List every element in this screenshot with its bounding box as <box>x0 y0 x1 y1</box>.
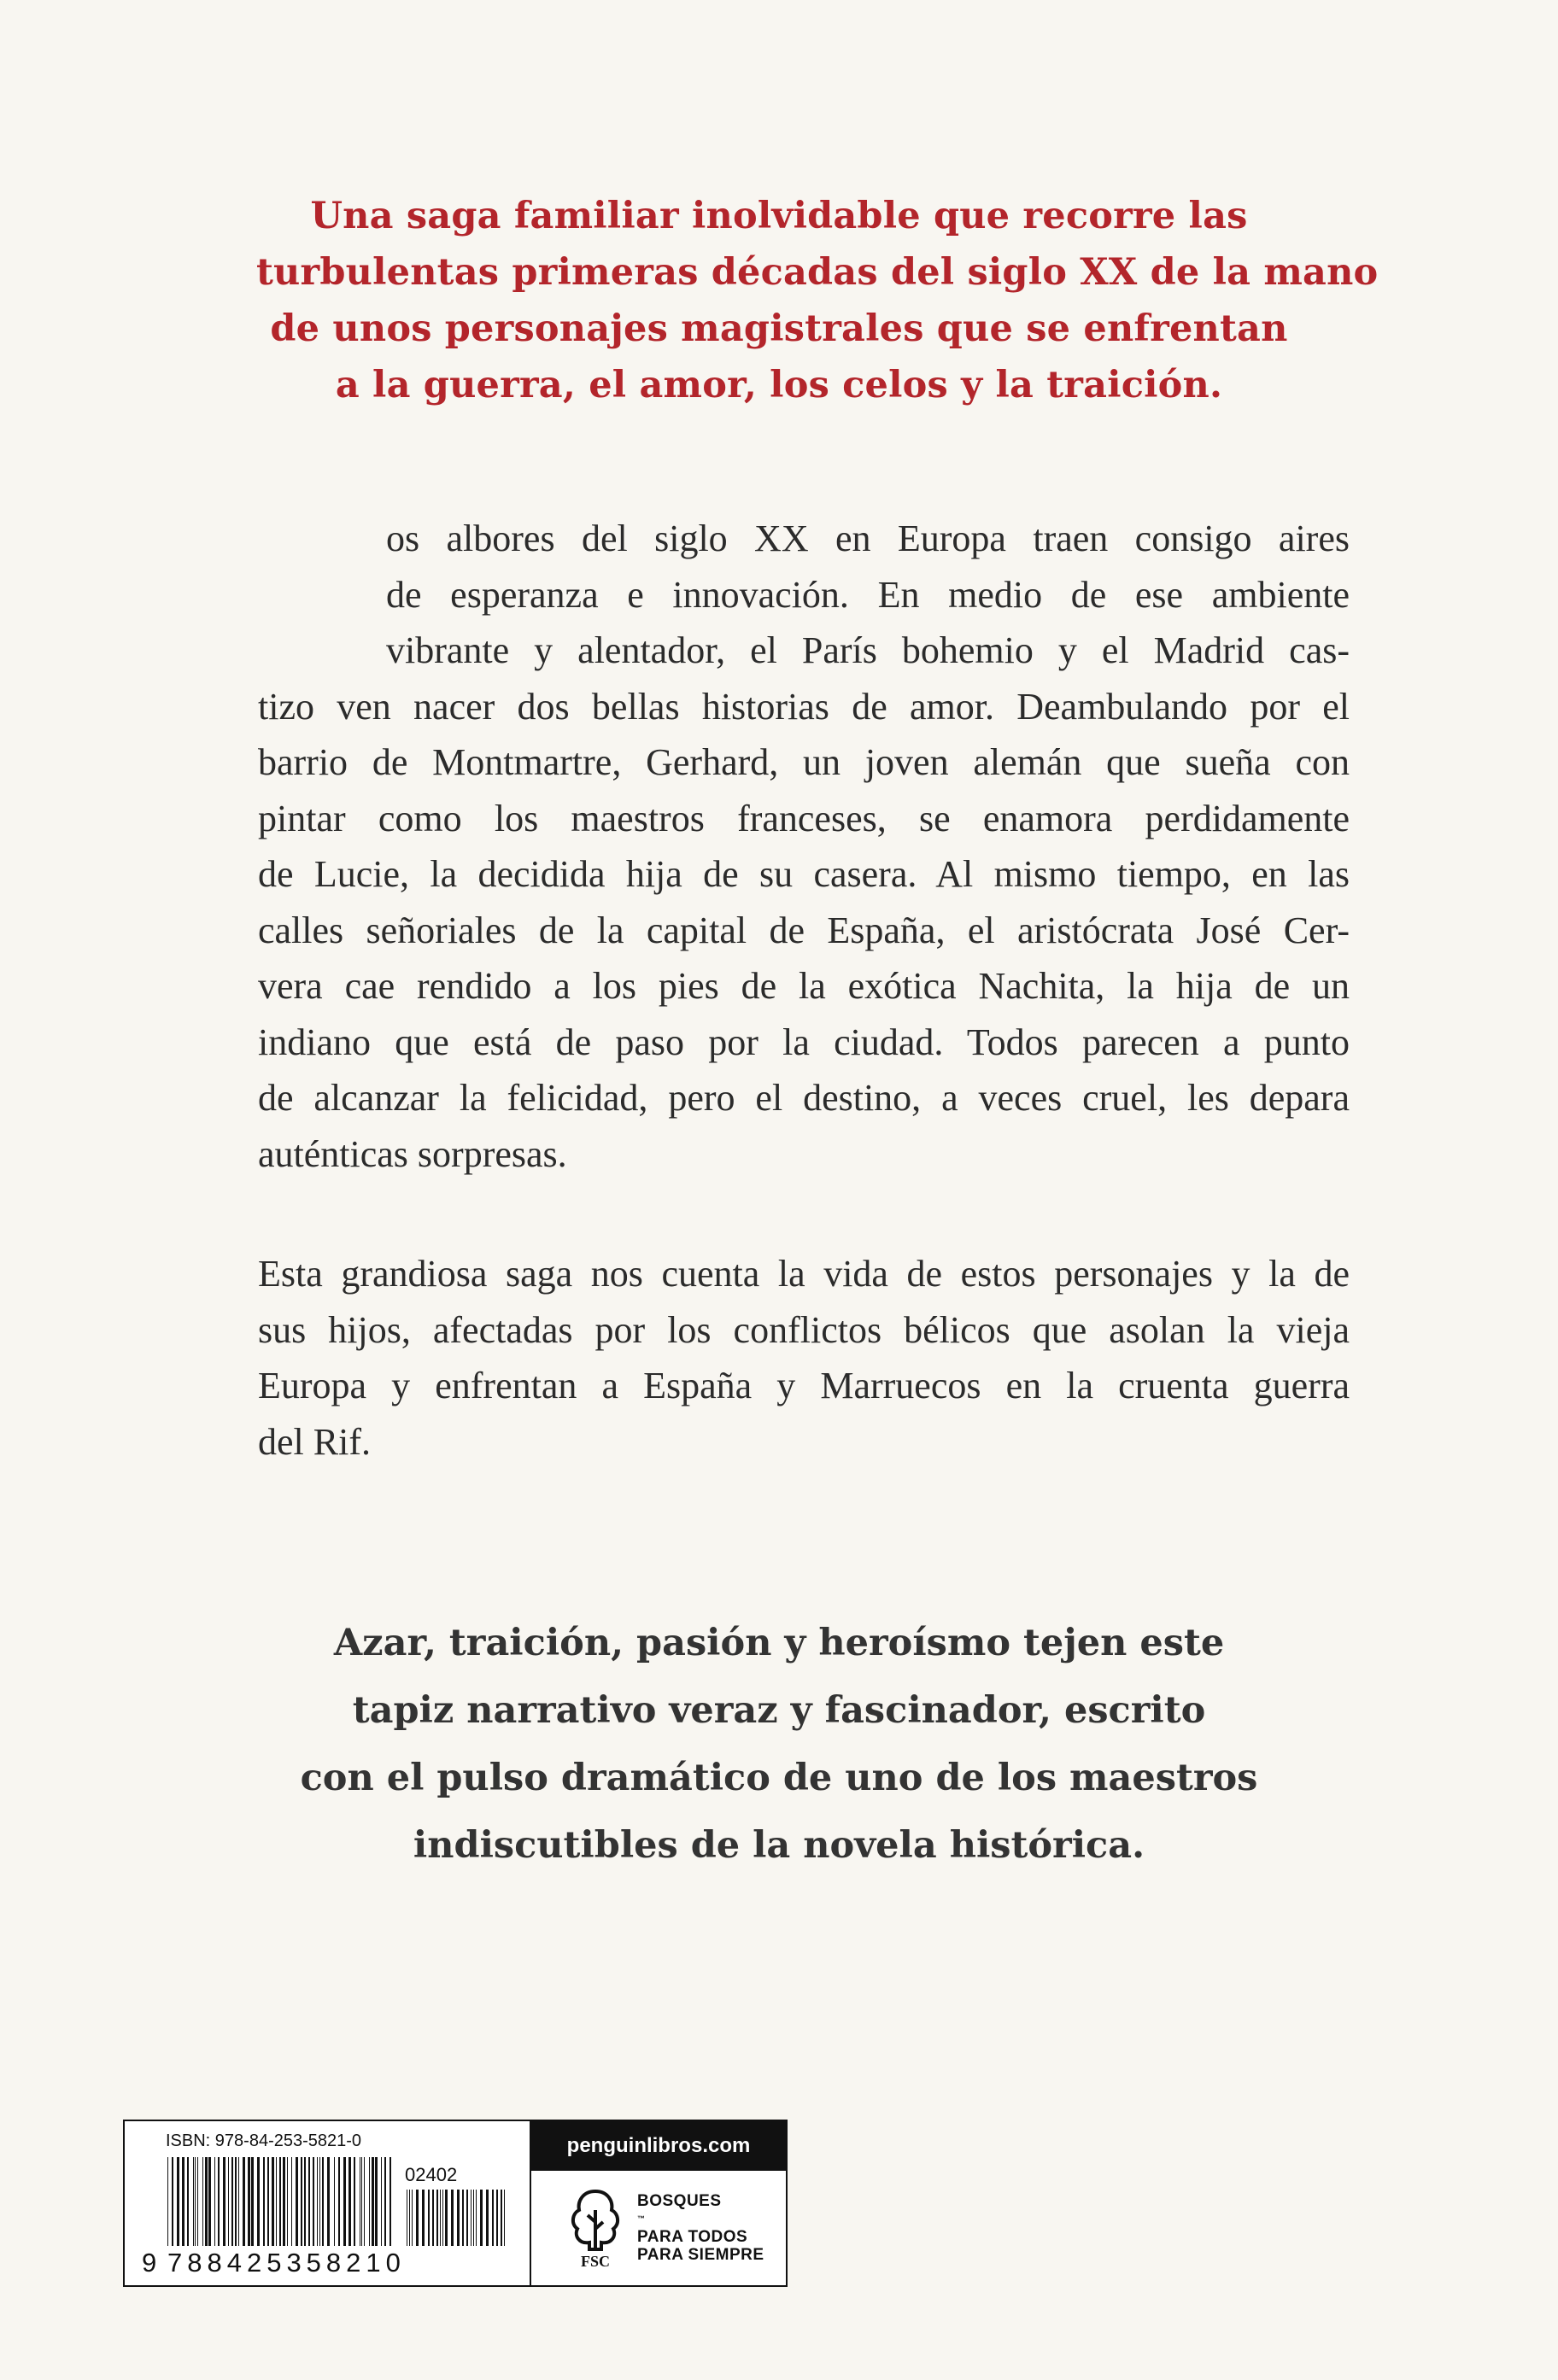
barcode-bar <box>263 2157 265 2246</box>
ean-barcode <box>167 2157 391 2246</box>
barcode-bar <box>257 2157 260 2246</box>
closing-line: Azar, traición, pasión y heroísmo tejen este <box>333 1622 1225 1664</box>
barcode-bar <box>390 2157 391 2246</box>
synopsis-line: calles señoriales de la capital de España, el aristócrata José Cer- <box>258 909 1350 951</box>
barcode-bar <box>287 2157 288 2246</box>
barcode-bar <box>412 2190 413 2246</box>
barcode-bar <box>327 2157 330 2246</box>
synopsis-line: de esperanza e innovación. En medio de ese ambiente <box>386 573 1350 616</box>
ean-digits: 788425358210 <box>167 2248 406 2278</box>
barcode-bar <box>422 2190 425 2246</box>
barcode-bar <box>279 2157 281 2246</box>
barcode-bar <box>338 2157 340 2246</box>
tagline <box>256 188 1379 413</box>
ean-first-digit: 9 <box>142 2248 157 2278</box>
barcode-bar <box>208 2157 211 2246</box>
fsc-slogan <box>637 2192 764 2264</box>
barcode-bar <box>457 2190 460 2246</box>
barcode-bar <box>462 2190 464 2246</box>
fsc-line: PARA SIEMPRE <box>637 2246 764 2264</box>
barcode-bar <box>267 2157 269 2246</box>
tagline-line: a la guerra, el amor, los celos y la traición. <box>335 364 1223 406</box>
synopsis-line: barrio de Montmartre, Gerhard, un joven alemán que sueña con <box>258 741 1350 783</box>
barcode-bar <box>496 2190 498 2246</box>
isbn-label: ISBN: 978-84-253-5821-0 <box>166 2131 362 2150</box>
synopsis-line: de Lucie, la decidida hija de su casera. Al mismo tiempo, en las <box>258 853 1350 895</box>
barcode-bar <box>384 2157 386 2246</box>
synopsis-line: indiano que está de paso por la ciudad. Todos parecen a punto <box>258 1020 1350 1063</box>
synopsis-line: auténticas sorpresas. <box>258 1132 567 1175</box>
synopsis-line: Esta grandiosa saga nos cuenta la vida de estos personajes y la de <box>258 1253 1350 1295</box>
barcode-bar <box>238 2157 239 2246</box>
publisher-website: penguinlibros.com <box>531 2121 786 2171</box>
barcode-bar <box>440 2190 441 2246</box>
synopsis-line: Europa y enfrentan a España y Marruecos en la cruenta guerra <box>258 1365 1350 1406</box>
barcode-bar <box>361 2157 362 2246</box>
fsc-line: BOSQUES <box>637 2192 722 2210</box>
barcode-bar <box>432 2190 434 2246</box>
closing-statement <box>256 1610 1302 1880</box>
barcode-bar <box>248 2157 250 2246</box>
barcode-bar <box>308 2157 310 2246</box>
barcode-box <box>123 2120 788 2287</box>
barcode-bar <box>291 2157 292 2246</box>
barcode-bar <box>348 2157 351 2246</box>
barcode-bar <box>471 2190 472 2246</box>
closing-line: indiscutibles de la novela histórica. <box>413 1824 1145 1867</box>
barcode-bar <box>205 2157 208 2246</box>
synopsis-line: tizo ven nacer dos bellas historias de amor. Deambulando por el <box>258 685 1350 728</box>
barcode-bar <box>451 2190 454 2246</box>
barcode-bar <box>218 2157 220 2246</box>
barcode-bar <box>187 2157 189 2246</box>
barcode-bar <box>202 2157 203 2246</box>
barcode-bar <box>228 2157 229 2246</box>
synopsis-line: del Rif. <box>258 1420 371 1463</box>
barcode-bar <box>167 2157 168 2246</box>
closing-line: tapiz narrativo veraz y fascinador, escrito <box>352 1689 1206 1732</box>
synopsis-line: vera cae rendido a los pies de la exótica Nachita, la hija de un <box>258 965 1350 1007</box>
barcode-bar <box>301 2157 302 2246</box>
barcode-bar <box>473 2190 474 2246</box>
barcode-bar <box>375 2157 378 2246</box>
barcode-bar <box>197 2157 198 2246</box>
tagline-line: turbulentas primeras décadas del siglo XX de la mano <box>256 251 1379 294</box>
barcode-bar <box>283 2157 285 2246</box>
barcode-bar <box>319 2157 320 2246</box>
barcode-bar <box>172 2157 173 2246</box>
barcode-bar <box>304 2157 306 2246</box>
barcode-bar <box>436 2190 438 2246</box>
barcode-bar <box>231 2157 233 2246</box>
synopsis-line: vibrante y alentador, el París bohemio y el Madrid cas- <box>386 629 1350 671</box>
barcode-bar <box>177 2157 179 2246</box>
fsc-area <box>531 2171 786 2285</box>
barcode-bar <box>372 2157 374 2246</box>
barcode-bar <box>442 2190 443 2246</box>
addon-barcode <box>407 2190 506 2246</box>
tagline-line: de unos personajes magistrales que se enfrentan <box>270 307 1288 350</box>
barcode-bar <box>364 2157 365 2246</box>
trademark-symbol: ™ <box>637 2214 646 2223</box>
barcode-bar <box>334 2157 335 2246</box>
barcode-bar <box>369 2157 370 2246</box>
closing-line: con el pulso dramático de uno de los maestros <box>300 1757 1258 1799</box>
barcode-bar <box>381 2157 382 2246</box>
publisher-panel <box>531 2121 786 2285</box>
barcode-bar <box>354 2157 355 2246</box>
barcode-bar <box>296 2157 298 2246</box>
barcode-bar <box>486 2190 489 2246</box>
barcode-bar <box>223 2157 226 2246</box>
synopsis-line: pintar como los maestros franceses, se enamora perdidamente <box>258 797 1350 839</box>
barcode-bar <box>492 2190 494 2246</box>
barcode-bar <box>272 2157 274 2246</box>
barcode-bar <box>480 2190 483 2246</box>
barcode-bar <box>466 2190 468 2246</box>
barcode-bar <box>476 2190 477 2246</box>
barcode-bar <box>214 2157 215 2246</box>
fsc-mark: FSC <box>580 2253 611 2270</box>
barcode-bar <box>251 2157 254 2246</box>
barcode-bar <box>193 2157 194 2246</box>
tagline-line: Una saga familiar inolvidable que recorre las <box>310 195 1248 237</box>
barcode-bar <box>409 2190 410 2246</box>
barcode-bar <box>416 2190 419 2246</box>
barcode-bar <box>445 2190 448 2246</box>
barcode-bar <box>428 2190 430 2246</box>
synopsis <box>258 511 1350 1470</box>
synopsis-line: os albores del siglo XX en Europa traen consigo aires <box>386 518 1350 559</box>
barcode-bar <box>504 2190 505 2246</box>
barcode-bar <box>195 2157 196 2246</box>
addon-number: 02402 <box>405 2164 458 2185</box>
barcode-area <box>125 2121 531 2285</box>
barcode-bar <box>276 2157 277 2246</box>
barcode-bar <box>182 2157 184 2246</box>
synopsis-line: de alcanzar la felicidad, pero el destino, a veces cruel, les depara <box>258 1077 1350 1119</box>
fsc-line: PARA TODOS <box>637 2228 748 2246</box>
barcode-bar <box>243 2157 245 2246</box>
barcode-bar <box>501 2190 502 2246</box>
barcode-bar <box>317 2157 318 2246</box>
fsc-tree-icon <box>565 2186 625 2270</box>
barcode-bar <box>343 2157 346 2246</box>
barcode-bar <box>313 2157 314 2246</box>
synopsis-line: sus hijos, afectadas por los conflictos bélicos que asolan la vieja <box>258 1308 1350 1351</box>
barcode-bar <box>322 2157 324 2246</box>
barcode-bar <box>235 2157 237 2246</box>
